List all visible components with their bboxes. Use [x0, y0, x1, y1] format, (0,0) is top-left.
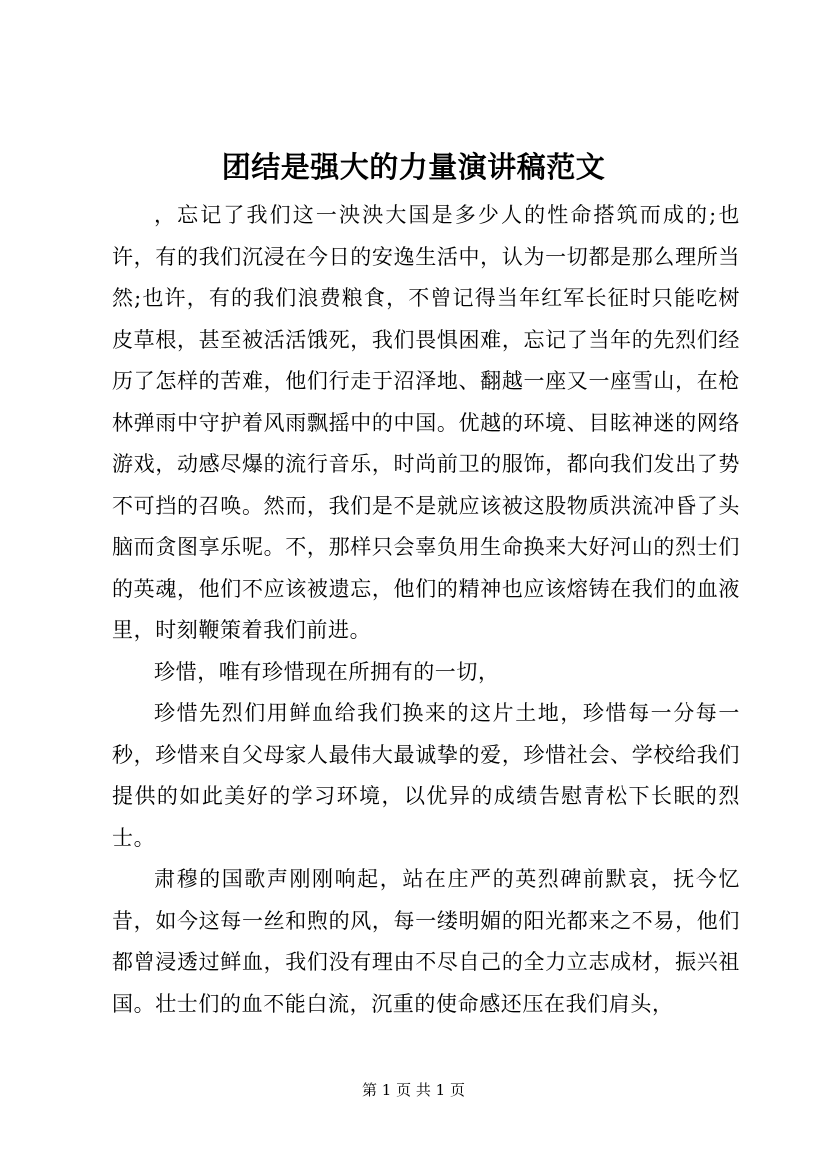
document-title: 团结是强大的力量演讲稿范文 — [221, 150, 606, 184]
paragraph-3: 珍惜先烈们用鲜血给我们换来的这片土地，珍惜每一分每一秒，珍惜来自父母家人最伟大最诚挚的爱，珍惜社会、学校给我们提供的如此美好的学习环境，以优异的成绩告慰青松下长眠的烈士。 — [112, 701, 740, 850]
page-footer: 第 1 页 共 1 页 — [362, 1081, 465, 1099]
paragraph-1: ，忘记了我们这一泱泱大国是多少人的性命搭筑而成的;也许，有的我们沉浸在今日的安逸生活中，认为一切都是那么理所当然;也许，有的我们浪费粮食，不曾记得当年红军长征时只能吃树皮草根，甚至被活活饿死，我们畏惧困难，忘记了当年的先烈们经历了怎样的苦难，他们行走于沼泽地、翻越一座又一座雪山，在枪林弹雨中守护着风雨飘摇中的中国。优越的环境、目眩神迷的网络游戏，动感尽爆的流行音乐，时尚前卫的服饰，都向我们发出了势不可挡的召唤。然而，我们是不是就应该被这股物质洪流冲昏了头脑而贪图享乐呢。不，那样只会辜负用生命换来大好河山的烈士们的英魂，他们不应该被遗忘，他们的精神也应该熔铸在我们的血液里，时刻鞭策着我们前进。 — [112, 203, 740, 642]
paragraph-4: 肃穆的国歌声刚刚响起，站在庄严的英烈碑前默哀，抚今忆昔，如今这每一丝和煦的风，每一缕明媚的阳光都来之不易，他们都曾浸透过鲜血，我们没有理由不尽自己的全力立志成材，振兴祖国。壮士们的血不能白流，沉重的使命感还压在我们肩头， — [112, 867, 740, 1016]
paragraph-2: 珍惜，唯有珍惜现在所拥有的一切， — [154, 659, 500, 684]
document-body — [112, 195, 740, 1025]
